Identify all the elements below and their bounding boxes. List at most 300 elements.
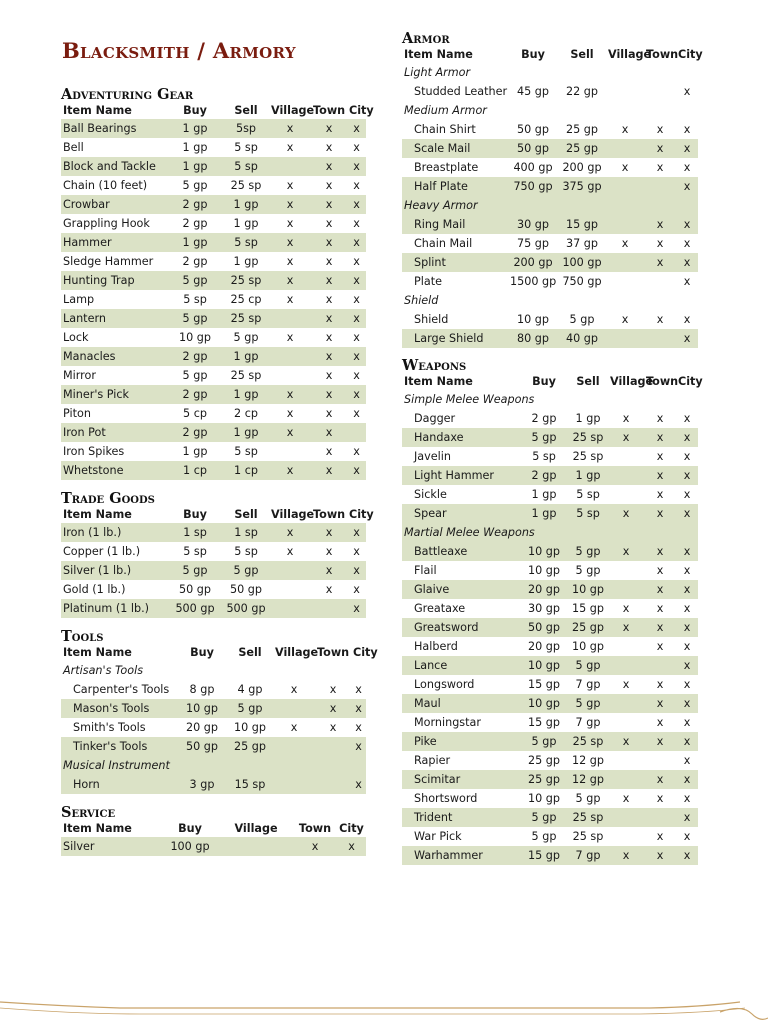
cell-town bbox=[644, 82, 676, 101]
cell-buy: 1 gp bbox=[531, 488, 557, 501]
cell-item-name: Iron (1 lb.) bbox=[61, 523, 167, 542]
cell-town: x bbox=[311, 195, 347, 214]
cell-village: x bbox=[286, 293, 294, 306]
cell-village bbox=[608, 808, 644, 827]
cell-village: x bbox=[269, 523, 311, 542]
cell-town: x bbox=[656, 450, 664, 463]
cell-item-name: Chain Shirt bbox=[414, 123, 476, 136]
table-row bbox=[61, 309, 366, 328]
table-row bbox=[61, 442, 366, 461]
table-row bbox=[61, 347, 366, 366]
cell-town bbox=[644, 329, 676, 348]
cell-sell: 5 sp bbox=[223, 157, 269, 176]
cell-sell: 15 gp bbox=[572, 602, 604, 615]
cell-town: x bbox=[656, 716, 664, 729]
cell-sell: 25 gp bbox=[566, 123, 598, 136]
cell-town: x bbox=[644, 846, 676, 865]
cell-town: x bbox=[311, 385, 347, 404]
table-header bbox=[61, 103, 366, 119]
cell-village: x bbox=[622, 602, 630, 615]
cell-item-name: Bell bbox=[63, 141, 84, 154]
cell-town: x bbox=[311, 119, 347, 138]
cell-city: x bbox=[347, 309, 366, 328]
cell-buy: 2 gp bbox=[520, 466, 568, 485]
cell-buy: 1 sp bbox=[167, 523, 223, 542]
cell-item-name: Hammer bbox=[61, 233, 167, 252]
section-title-service: Service bbox=[61, 804, 116, 821]
cell-item-name: Chain (10 feet) bbox=[63, 179, 148, 192]
cell-sell: 25 gp bbox=[227, 737, 273, 756]
cell-sell: 5sp bbox=[223, 119, 269, 138]
cell-city: x bbox=[683, 488, 691, 501]
cell-sell: 5 gp bbox=[568, 656, 608, 675]
column-header-village: Village bbox=[608, 48, 652, 61]
cell-village: x bbox=[286, 255, 294, 268]
cell-city: x bbox=[676, 618, 698, 637]
cell-buy: 5 gp bbox=[520, 808, 568, 827]
cell-city: x bbox=[683, 85, 691, 98]
cell-buy: 5 sp bbox=[532, 450, 556, 463]
cell-village: x bbox=[608, 428, 644, 447]
cell-town: x bbox=[644, 253, 676, 272]
cell-sell: 1 sp bbox=[223, 523, 269, 542]
table-row bbox=[402, 177, 698, 196]
cell-sell: 1 gp bbox=[233, 255, 259, 268]
cell-sell: 25 gp bbox=[558, 139, 606, 158]
cell-item-name: Silver (1 lb.) bbox=[61, 561, 167, 580]
cell-village: x bbox=[608, 504, 644, 523]
cell-city: x bbox=[676, 253, 698, 272]
cell-item-name: Morningstar bbox=[414, 716, 481, 729]
cell-sell: 5 gp bbox=[233, 331, 259, 344]
cell-buy: 10 gp bbox=[528, 564, 560, 577]
cell-city: x bbox=[337, 837, 366, 856]
table-row bbox=[61, 328, 366, 347]
cell-village: x bbox=[622, 678, 630, 691]
table-row bbox=[61, 252, 366, 271]
cell-town bbox=[311, 599, 347, 618]
table-row bbox=[61, 290, 366, 309]
cell-city: x bbox=[676, 846, 698, 865]
table-row bbox=[61, 599, 366, 618]
table-row bbox=[402, 234, 698, 253]
cell-town: x bbox=[656, 412, 664, 425]
cell-city: x bbox=[683, 123, 691, 136]
cell-item-name: Ring Mail bbox=[402, 215, 508, 234]
cell-item-name: Longsword bbox=[414, 678, 475, 691]
cell-item-name: Carpenter's Tools bbox=[73, 683, 170, 696]
column-header-buy: Buy bbox=[183, 104, 207, 117]
cell-city: x bbox=[347, 195, 366, 214]
cell-city: x bbox=[676, 139, 698, 158]
cell-village bbox=[608, 447, 644, 466]
cell-sell: 15 sp bbox=[227, 775, 273, 794]
table-row bbox=[402, 447, 698, 466]
cell-item-name: Trident bbox=[402, 808, 520, 827]
cell-town: x bbox=[644, 618, 676, 637]
cell-village bbox=[608, 656, 644, 675]
cell-buy: 5 gp bbox=[182, 179, 208, 192]
cell-item-name: Scale Mail bbox=[402, 139, 508, 158]
cell-city: x bbox=[683, 450, 691, 463]
cell-village: x bbox=[269, 119, 311, 138]
cell-buy: 400 gp bbox=[513, 161, 553, 174]
cell-sell: 15 gp bbox=[558, 215, 606, 234]
column-header-city: City bbox=[678, 375, 703, 388]
table-row bbox=[402, 675, 698, 694]
cell-village: x bbox=[621, 313, 629, 326]
cell-city: x bbox=[676, 504, 698, 523]
cell-buy: 10 gp bbox=[520, 656, 568, 675]
cell-town: x bbox=[311, 309, 347, 328]
column-header-town: Town bbox=[317, 646, 350, 659]
table-row bbox=[61, 385, 366, 404]
cell-town: x bbox=[644, 580, 676, 599]
cell-city: x bbox=[683, 412, 691, 425]
cell-buy: 1 gp bbox=[182, 445, 208, 458]
cell-sell: 25 sp bbox=[230, 369, 262, 382]
cell-item-name: Lamp bbox=[63, 293, 95, 306]
table-header bbox=[402, 47, 698, 63]
table-row bbox=[61, 404, 366, 423]
cell-buy: 1500 gp bbox=[510, 275, 557, 288]
table-row bbox=[61, 366, 366, 385]
cell-town: x bbox=[644, 504, 676, 523]
cell-town: x bbox=[656, 640, 664, 653]
cell-town: x bbox=[644, 139, 676, 158]
cell-village: x bbox=[269, 461, 311, 480]
category-row bbox=[61, 661, 366, 680]
cell-item-name: Platinum (1 lb.) bbox=[61, 599, 167, 618]
cell-item-name: Pike bbox=[402, 732, 520, 751]
cell-city: x bbox=[351, 737, 366, 756]
cell-city: x bbox=[353, 179, 360, 192]
cell-town: x bbox=[325, 255, 333, 268]
cell-city: x bbox=[353, 583, 360, 596]
column-header-town: Town bbox=[646, 48, 679, 61]
cell-item-name: Manacles bbox=[61, 347, 167, 366]
cell-city: x bbox=[676, 694, 698, 713]
table-header bbox=[61, 645, 366, 661]
cell-buy: 8 gp bbox=[189, 683, 215, 696]
cell-town: x bbox=[325, 293, 333, 306]
cell-village bbox=[606, 253, 644, 272]
cell-buy: 10 gp bbox=[520, 694, 568, 713]
cell-item-name: Light Hammer bbox=[402, 466, 520, 485]
cell-sell: 5 gp bbox=[227, 699, 273, 718]
column-header-item-name: Item Name bbox=[63, 646, 132, 659]
cell-item-name: Miner's Pick bbox=[61, 385, 167, 404]
cell-item-name: Lance bbox=[402, 656, 520, 675]
cell-village bbox=[606, 272, 644, 291]
cell-sell: 5 gp bbox=[575, 564, 601, 577]
cell-sell: 750 gp bbox=[562, 275, 602, 288]
cell-town bbox=[644, 751, 676, 770]
cell-city: x bbox=[353, 445, 360, 458]
cell-buy: 20 gp bbox=[186, 721, 218, 734]
cell-item-name: Iron Spikes bbox=[63, 445, 125, 458]
cell-village: x bbox=[608, 846, 644, 865]
cell-town bbox=[644, 808, 676, 827]
cell-item-name: Smith's Tools bbox=[73, 721, 146, 734]
table-row bbox=[402, 808, 698, 827]
cell-item-name: Plate bbox=[414, 275, 442, 288]
cell-buy: 15 gp bbox=[528, 716, 560, 729]
cell-village bbox=[273, 699, 315, 718]
cell-sell: 25 sp bbox=[568, 732, 608, 751]
table-row bbox=[402, 215, 698, 234]
cell-buy: 10 gp bbox=[520, 542, 568, 561]
column-header-town: Town bbox=[646, 375, 679, 388]
cell-city: x bbox=[353, 217, 360, 230]
cell-village bbox=[269, 599, 311, 618]
table-row bbox=[61, 119, 366, 138]
cell-buy: 1 gp bbox=[182, 141, 208, 154]
cell-item-name: Large Shield bbox=[402, 329, 508, 348]
cell-sell: 7 gp bbox=[575, 716, 601, 729]
cell-village: x bbox=[286, 545, 294, 558]
cell-town: x bbox=[656, 237, 664, 250]
cell-village: x bbox=[269, 271, 311, 290]
cell-buy: 10 gp bbox=[528, 792, 560, 805]
cell-sell: 25 gp bbox=[568, 618, 608, 637]
ornament-curl bbox=[720, 1008, 768, 1019]
cell-sell: 1 gp bbox=[223, 347, 269, 366]
cell-sell: 12 gp bbox=[568, 770, 608, 789]
cell-sell: 25 sp bbox=[568, 808, 608, 827]
cell-village bbox=[608, 485, 644, 504]
cell-city: x bbox=[683, 602, 691, 615]
table-row bbox=[402, 504, 698, 523]
cell-village bbox=[273, 775, 315, 794]
cell-city: x bbox=[676, 466, 698, 485]
cell-item-name: Lock bbox=[63, 331, 89, 344]
cell-buy: 1 gp bbox=[520, 504, 568, 523]
category-label: Artisan's Tools bbox=[63, 664, 144, 677]
cell-town: x bbox=[644, 770, 676, 789]
cell-city: x bbox=[683, 313, 691, 326]
cell-town: x bbox=[656, 161, 664, 174]
cell-village: x bbox=[290, 721, 298, 734]
table-row bbox=[402, 139, 698, 158]
cell-village: x bbox=[269, 195, 311, 214]
cell-village bbox=[608, 827, 644, 846]
cell-sell: 1 gp bbox=[575, 412, 601, 425]
cell-sell: 100 gp bbox=[558, 253, 606, 272]
category-row bbox=[402, 196, 698, 215]
category-label: Martial Melee Weapons bbox=[402, 523, 698, 542]
cell-buy: 100 gp bbox=[161, 837, 219, 856]
column-header-village: Village bbox=[275, 646, 319, 659]
column-header-sell: Sell bbox=[576, 375, 600, 388]
cell-city: x bbox=[347, 599, 366, 618]
cell-city: x bbox=[347, 271, 366, 290]
column-header-item-name: Item Name bbox=[63, 508, 132, 521]
column-header-item-name: Item Name bbox=[404, 48, 473, 61]
cell-item-name: Mirror bbox=[63, 369, 96, 382]
cell-buy: 2 gp bbox=[182, 217, 208, 230]
cell-town: x bbox=[325, 445, 333, 458]
cell-buy: 5 gp bbox=[167, 309, 223, 328]
column-header-town: Town bbox=[298, 822, 332, 835]
page-border-ornament bbox=[0, 974, 768, 1024]
cell-town: x bbox=[325, 141, 333, 154]
cell-item-name: Greatsword bbox=[402, 618, 520, 637]
cell-buy: 5 gp bbox=[182, 369, 208, 382]
cell-village bbox=[269, 442, 311, 461]
table-row bbox=[402, 713, 698, 732]
table-row bbox=[402, 120, 698, 139]
cell-city: x bbox=[353, 293, 360, 306]
cell-sell: 5 sp bbox=[576, 488, 600, 501]
section-title-armor: Armor bbox=[402, 30, 450, 47]
cell-sell: 5 sp bbox=[234, 445, 258, 458]
cell-village bbox=[273, 737, 315, 756]
cell-item-name: War Pick bbox=[414, 830, 462, 843]
cell-village bbox=[269, 347, 311, 366]
cell-buy: 50 gp bbox=[179, 583, 211, 596]
cell-sell: 50 gp bbox=[230, 583, 262, 596]
cell-item-name: Silver bbox=[61, 837, 161, 856]
category-row bbox=[61, 756, 366, 775]
cell-sell: 5 gp bbox=[568, 542, 608, 561]
table-header bbox=[402, 374, 698, 390]
cell-city: x bbox=[683, 161, 691, 174]
cell-town: x bbox=[656, 313, 664, 326]
page-title: Blacksmith / Armory bbox=[62, 38, 296, 63]
cell-city: x bbox=[676, 580, 698, 599]
table-row bbox=[61, 699, 366, 718]
category-label: Simple Melee Weapons bbox=[404, 393, 535, 406]
cell-sell: 10 gp bbox=[572, 640, 604, 653]
table-row bbox=[61, 138, 366, 157]
cell-village: x bbox=[290, 683, 298, 696]
cell-village: x bbox=[621, 161, 629, 174]
cell-town: x bbox=[325, 217, 333, 230]
table-header bbox=[61, 507, 366, 523]
cell-item-name: Chain Mail bbox=[414, 237, 473, 250]
cell-item-name: Spear bbox=[402, 504, 520, 523]
cell-village bbox=[219, 837, 293, 856]
table-row bbox=[402, 580, 698, 599]
column-header-item-name: Item Name bbox=[63, 822, 132, 835]
cell-city: x bbox=[351, 775, 366, 794]
table-row bbox=[61, 271, 366, 290]
cell-item-name: Grappling Hook bbox=[63, 217, 150, 230]
table-row bbox=[402, 542, 698, 561]
cell-city: x bbox=[683, 640, 691, 653]
cell-village: x bbox=[286, 331, 294, 344]
cell-item-name: Flail bbox=[414, 564, 437, 577]
cell-village bbox=[608, 580, 644, 599]
table-row bbox=[61, 542, 366, 561]
cell-sell: 25 sp bbox=[223, 271, 269, 290]
cell-item-name: Mason's Tools bbox=[61, 699, 177, 718]
table-row bbox=[402, 846, 698, 865]
table-row bbox=[61, 837, 366, 856]
cell-town: x bbox=[329, 721, 337, 734]
cell-town: x bbox=[656, 488, 664, 501]
cell-city: x bbox=[347, 461, 366, 480]
cell-item-name: Lantern bbox=[61, 309, 167, 328]
cell-town: x bbox=[644, 542, 676, 561]
cell-buy: 2 gp bbox=[167, 347, 223, 366]
cell-buy: 5 gp bbox=[531, 830, 557, 843]
table-row bbox=[402, 409, 698, 428]
table-row bbox=[61, 580, 366, 599]
table-row bbox=[402, 561, 698, 580]
cell-item-name: Block and Tackle bbox=[61, 157, 167, 176]
cell-town: x bbox=[311, 523, 347, 542]
table-row bbox=[402, 485, 698, 504]
column-header-buy: Buy bbox=[190, 646, 214, 659]
cell-buy: 25 gp bbox=[520, 770, 568, 789]
cell-item-name: Copper (1 lb.) bbox=[63, 545, 141, 558]
cell-town bbox=[315, 775, 351, 794]
cell-buy: 5 gp bbox=[167, 271, 223, 290]
cell-town: x bbox=[311, 233, 347, 252]
cell-sell: 5 sp bbox=[234, 141, 258, 154]
left-column bbox=[61, 86, 378, 856]
cell-item-name: Ball Bearings bbox=[61, 119, 167, 138]
cell-item-name: Hunting Trap bbox=[61, 271, 167, 290]
cell-village bbox=[606, 82, 644, 101]
cell-sell: 5 sp bbox=[223, 233, 269, 252]
armor-table bbox=[402, 47, 703, 348]
cell-town: x bbox=[315, 699, 351, 718]
table-row bbox=[402, 656, 698, 675]
cell-sell: 40 gp bbox=[558, 329, 606, 348]
column-header-village: Village bbox=[234, 822, 278, 835]
cell-city: x bbox=[676, 732, 698, 751]
cell-town: x bbox=[656, 792, 664, 805]
cell-town: x bbox=[325, 331, 333, 344]
cell-city: x bbox=[683, 237, 691, 250]
cell-item-name: Javelin bbox=[414, 450, 451, 463]
cell-buy: 3 gp bbox=[177, 775, 227, 794]
cell-buy: 30 gp bbox=[508, 215, 558, 234]
section-title-weapons: Weapons bbox=[402, 357, 467, 374]
cell-buy: 80 gp bbox=[508, 329, 558, 348]
cell-sell: 25 cp bbox=[230, 293, 262, 306]
cell-sell: 200 gp bbox=[562, 161, 602, 174]
table-row bbox=[402, 253, 698, 272]
cell-town bbox=[644, 656, 676, 675]
cell-city: x bbox=[347, 523, 366, 542]
cell-buy: 15 gp bbox=[528, 678, 560, 691]
cell-item-name: Breastplate bbox=[414, 161, 479, 174]
cell-village: x bbox=[286, 407, 294, 420]
table-row bbox=[402, 158, 698, 177]
cell-city: x bbox=[353, 255, 360, 268]
cell-village bbox=[608, 466, 644, 485]
cell-sell: 25 sp bbox=[568, 428, 608, 447]
cell-sell: 5 gp bbox=[569, 313, 595, 326]
cell-item-name: Dagger bbox=[414, 412, 456, 425]
cell-city: x bbox=[683, 275, 691, 288]
cell-city: x bbox=[351, 699, 366, 718]
cell-town: x bbox=[644, 466, 676, 485]
cell-item-name: Half Plate bbox=[402, 177, 508, 196]
cell-buy: 1 gp bbox=[167, 233, 223, 252]
cell-item-name: Shield bbox=[414, 313, 449, 326]
cell-buy: 5 sp bbox=[183, 293, 207, 306]
table-row bbox=[402, 329, 698, 348]
cell-city: x bbox=[347, 385, 366, 404]
cell-sell: 5 sp bbox=[234, 545, 258, 558]
category-label: Heavy Armor bbox=[402, 196, 698, 215]
category-row bbox=[402, 291, 698, 310]
